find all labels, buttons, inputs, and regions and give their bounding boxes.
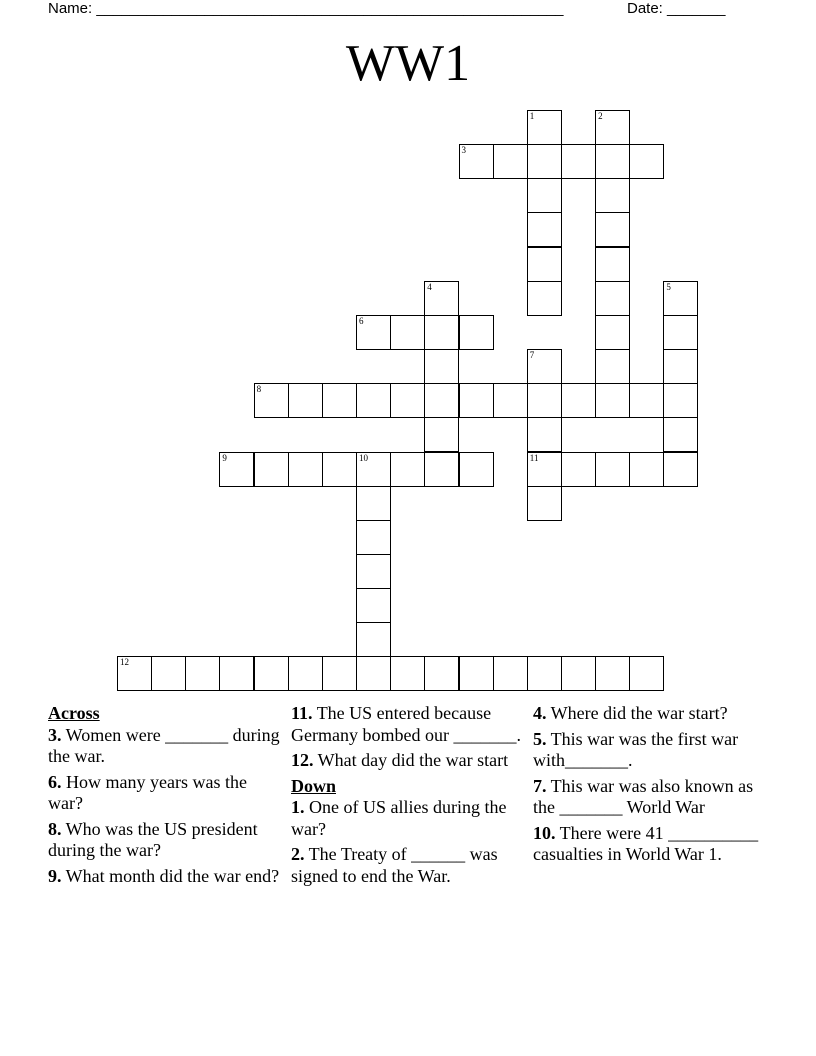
grid-cell[interactable] <box>595 110 630 145</box>
name-field-label: Name: ________________________________________________________ <box>48 0 564 17</box>
grid-cell[interactable] <box>663 383 698 418</box>
clue-number: 2. <box>291 844 305 864</box>
clue-text: This war was the first war with_______. <box>533 728 739 770</box>
clue-number: 10. <box>533 822 556 843</box>
grid-cell[interactable] <box>356 554 391 589</box>
clue-number: 8. <box>48 818 62 839</box>
grid-cell[interactable] <box>629 452 664 487</box>
across-clue-9 <box>48 866 280 888</box>
down-heading: Down <box>291 775 337 796</box>
grid-cell[interactable] <box>663 452 698 487</box>
grid-cell[interactable] <box>527 247 562 282</box>
grid-cell[interactable] <box>459 315 494 350</box>
grid-cell[interactable] <box>595 178 630 213</box>
clue-text: There were 41 __________ casualties in World War 1. <box>533 822 759 864</box>
grid-cell[interactable] <box>629 144 664 179</box>
grid-cell[interactable] <box>424 383 459 418</box>
grid-cell[interactable] <box>663 315 698 350</box>
grid-cell[interactable] <box>527 281 562 316</box>
grid-cell[interactable] <box>356 383 391 418</box>
grid-cell[interactable] <box>527 212 562 247</box>
clue-text: One of US allies during the war? <box>291 797 507 839</box>
clue-start-number: 1 <box>529 111 535 121</box>
clue-number: 9. <box>48 865 62 886</box>
grid-cell[interactable] <box>629 383 664 418</box>
grid-cell[interactable] <box>663 417 698 452</box>
clue-number: 6. <box>48 771 62 792</box>
clue-number: 3. <box>48 724 62 745</box>
clue-start-number: 12 <box>120 657 129 668</box>
clue-start-number: 3 <box>461 145 466 156</box>
grid-cell[interactable] <box>424 315 459 350</box>
grid-cell[interactable] <box>595 212 630 247</box>
puzzle-title: WW1 <box>345 35 471 92</box>
grid-cell[interactable] <box>561 452 596 487</box>
clue-start-number: 5 <box>666 281 671 292</box>
grid-cell[interactable] <box>356 315 391 350</box>
grid-cell[interactable] <box>424 417 459 452</box>
grid-cell[interactable] <box>356 452 391 487</box>
grid-cell[interactable] <box>424 349 459 384</box>
grid-cell[interactable] <box>527 656 562 691</box>
grid-cell[interactable] <box>595 656 630 691</box>
grid-cell[interactable] <box>288 383 323 418</box>
across-clue-11 <box>291 703 529 746</box>
grid-cell[interactable] <box>390 315 425 350</box>
clue-text: This war was also known as the _______ World War <box>533 775 754 817</box>
clue-text: What month did the war end? <box>61 865 280 886</box>
clue-start-number: 6 <box>359 315 364 326</box>
clue-text: Who was the US president during the war? <box>48 818 258 860</box>
clue-start-number: 4 <box>427 281 432 292</box>
down-clue-2 <box>291 844 529 887</box>
grid-cell[interactable] <box>595 452 630 487</box>
grid-cell[interactable] <box>322 383 357 418</box>
grid-cell[interactable] <box>527 144 562 179</box>
clue-text: Women were _______ during the war. <box>48 724 280 766</box>
clue-number: 4. <box>533 703 547 723</box>
grid-cell[interactable] <box>527 452 562 487</box>
grid-cell[interactable] <box>459 144 494 179</box>
grid-cell[interactable] <box>117 656 152 691</box>
grid-cell[interactable] <box>527 110 562 145</box>
grid-cell[interactable] <box>356 486 391 521</box>
clue-text: What day did the war start <box>313 750 509 770</box>
clue-column-2 <box>291 703 529 891</box>
grid-cell[interactable] <box>663 281 698 316</box>
grid-cell[interactable] <box>561 144 596 179</box>
grid-cell[interactable] <box>493 383 528 418</box>
grid-cell[interactable] <box>219 656 254 691</box>
clue-column-1 <box>48 703 280 891</box>
grid-cell[interactable] <box>288 656 323 691</box>
grid-cell[interactable] <box>629 656 664 691</box>
grid-cell[interactable] <box>424 281 459 316</box>
grid-cell[interactable] <box>254 383 289 418</box>
grid-cell[interactable] <box>390 656 425 691</box>
down-clue-4 <box>533 703 773 725</box>
grid-cell[interactable] <box>424 656 459 691</box>
clue-number: 11. <box>291 703 313 723</box>
grid-cell[interactable] <box>356 622 391 657</box>
grid-cell[interactable] <box>561 383 596 418</box>
down-clue-1 <box>291 797 529 840</box>
grid-cell[interactable] <box>254 452 289 487</box>
grid-cell[interactable] <box>219 452 254 487</box>
grid-cell[interactable] <box>459 383 494 418</box>
clue-number: 5. <box>533 728 547 749</box>
grid-cell[interactable] <box>322 452 357 487</box>
across-heading: Across <box>48 703 100 723</box>
date-field-label: Date: _______ <box>627 0 726 17</box>
grid-cell[interactable] <box>390 383 425 418</box>
clue-start-number: 10 <box>359 452 368 463</box>
clue-start-number: 11 <box>529 452 539 463</box>
grid-cell[interactable] <box>390 452 425 487</box>
grid-cell[interactable] <box>288 452 323 487</box>
clue-text: Where did the war start? <box>546 703 728 723</box>
grid-cell[interactable] <box>595 349 630 384</box>
grid-cell[interactable] <box>185 656 220 691</box>
clue-start-number: 2 <box>598 111 603 121</box>
clue-text: The Treaty of ______ was signed to end the War. <box>291 844 498 886</box>
grid-cell[interactable] <box>663 349 698 384</box>
grid-cell[interactable] <box>493 656 528 691</box>
grid-cell[interactable] <box>561 656 596 691</box>
grid-cell[interactable] <box>424 452 459 487</box>
clue-text: How many years was the war? <box>48 771 247 813</box>
clue-start-number: 8 <box>256 384 262 395</box>
grid-cell[interactable] <box>356 588 391 623</box>
clue-number: 1. <box>291 797 305 817</box>
grid-cell[interactable] <box>527 486 562 521</box>
down-clue-7 <box>533 776 773 819</box>
grid-cell[interactable] <box>595 144 630 179</box>
clue-text: The US entered because Germany bombed our _______. <box>291 703 521 745</box>
clue-column-3 <box>533 703 773 870</box>
grid-cell[interactable] <box>595 315 630 350</box>
across-clue-6 <box>48 772 280 815</box>
clue-number: 12. <box>291 750 314 770</box>
clue-start-number: 9 <box>222 452 227 463</box>
grid-cell[interactable] <box>527 349 562 384</box>
grid-cell[interactable] <box>459 452 494 487</box>
across-clue-3 <box>48 725 280 768</box>
clue-number: 7. <box>533 775 547 796</box>
grid-cell[interactable] <box>595 383 630 418</box>
grid-cell[interactable] <box>595 281 630 316</box>
across-clue-12 <box>291 750 529 772</box>
grid-cell[interactable] <box>356 656 391 691</box>
down-clue-5 <box>533 729 773 772</box>
across-clue-8 <box>48 819 280 862</box>
grid-cell[interactable] <box>527 417 562 452</box>
down-clue-10 <box>533 823 773 866</box>
grid-cell[interactable] <box>254 656 289 691</box>
grid-cell[interactable] <box>459 656 494 691</box>
grid-cell[interactable] <box>493 144 528 179</box>
grid-cell[interactable] <box>595 247 630 282</box>
clue-start-number: 7 <box>529 350 535 360</box>
grid-cell[interactable] <box>322 656 357 691</box>
grid-cell[interactable] <box>527 383 562 418</box>
grid-cell[interactable] <box>151 656 186 691</box>
grid-cell[interactable] <box>356 520 391 555</box>
grid-cell[interactable] <box>527 178 562 213</box>
